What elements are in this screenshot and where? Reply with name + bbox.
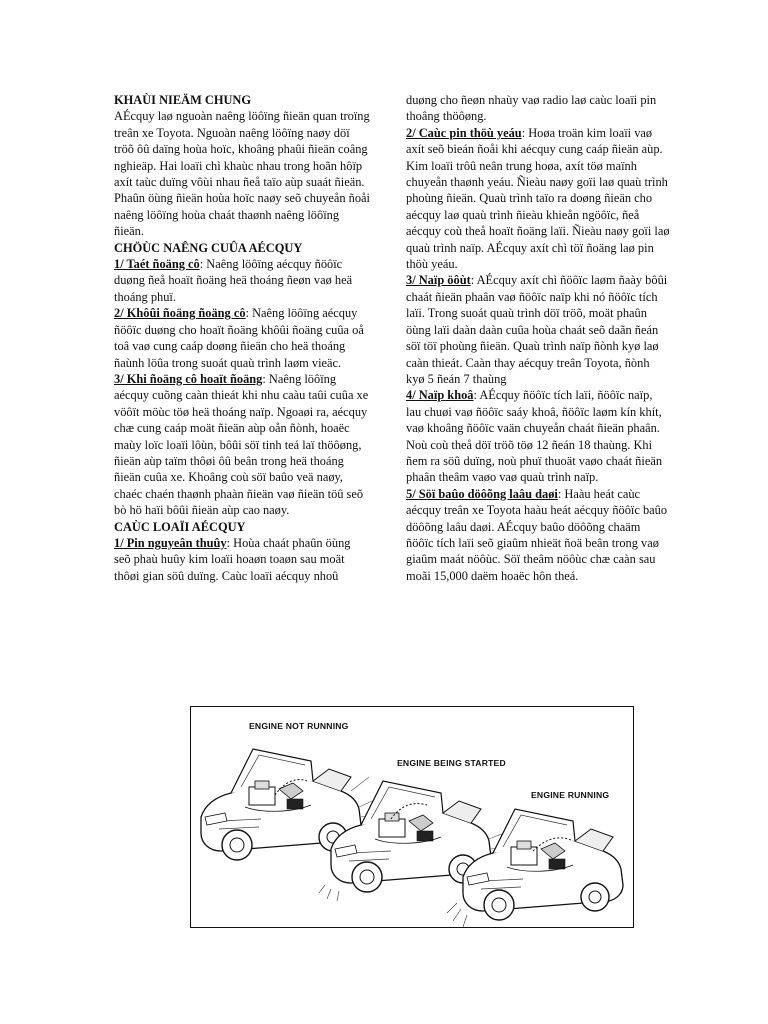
item-title: 2/ Khôûi ñoäng ñoäng cô (114, 306, 246, 321)
list-item (114, 305, 370, 371)
list-item (406, 125, 670, 273)
item-text: : AÉcquy axít chì ñöôïc laøm ñaày bôûi chaát ñieän phaân vaø ñöôïc naïp khi nó ñöôïc tích laïi. Trong suoát quaù trình döï tröõ, moät phaûn öùng laïi daàn daàn cuûa hoùa chaát seõ daãn ñeán söï töï phoùng ñieän. Quaù trình naïp ñònh kyø laø caàn thieát. Caàn thay aécquy treân Toyota, ñònh kyø 5 ñeán 7 thaùng (406, 273, 668, 386)
list-item (406, 387, 670, 485)
right-column (406, 92, 670, 584)
paragraph: duøng cho ñeøn nhaùy vaø radio laø caùc loaïi pin thoâng thöôøng. (406, 93, 657, 124)
item-title: 4/ Naïp khoâ (406, 388, 474, 403)
item-title: 1/ Taét ñoäng cô (114, 257, 200, 272)
label-engine-not-running: ENGINE NOT RUNNING (249, 721, 349, 731)
engine-states-figure (190, 706, 634, 928)
item-title: 3/ Khi ñoäng cô hoaït ñoäng (114, 371, 263, 386)
list-item (114, 256, 370, 305)
section-heading: CHÖÙC NAÊNG CUÛA AÉCQUY (114, 240, 303, 255)
left-column (114, 92, 370, 584)
paragraph: AÉcquy laø nguoàn naêng löôïng ñieän quan troïng treân xe Toyota. Nguoàn naêng löôïng naøy döï tröõ ôû daïng hoùa hoïc, khoâng phaûi ñieän coâng nghieäp. Hai loaïi chì khaùc nhau trong hoãn hôïp axít taùc duïng vôùi nhau ñeå taïo aùp suaát ñieän. Phaûn öùng ñieän hoùa hoïc naøy seõ chuyeån ñoåi naêng löôïng hoùa chaát thaønh naêng löôïng ñieän. (114, 109, 371, 239)
item-title: 5/ Söï baûo döôõng laâu daøi (406, 486, 558, 501)
item-text: : Haàu heát caùc aécquy treân xe Toyota haàu heát aécquy ñöôïc baûo döôõng laâu daøi. AÉcquy baûo döôõng chaäm ñöôïc tích laïi seõ giaûm nhieät ñoä beân trong vaø giaûm maát nöôùc. Söï theâm nöôùc chæ caàn sau moãi 15,000 daëm hoaëc hôn theá. (406, 486, 668, 583)
item-title: 3/ Naïp öôùt (406, 273, 471, 288)
list-item (406, 486, 670, 584)
item-title: 2/ Caùc pin thöù yeáu (406, 125, 522, 140)
list-item (114, 371, 370, 519)
label-engine-being-started: ENGINE BEING STARTED (397, 758, 506, 768)
item-text: : Naêng löôïng aécquy ñöôïc duøng ñeå hoaït ñoäng heä thoáng ñeøn vaø heä thoáng phuï. (114, 257, 353, 304)
section-heading: CAÙC LOAÏI AÉCQUY (114, 519, 246, 534)
item-text: : AÉcquy ñöôïc tích laïi, ñöôïc naïp, lau chuøi vaø ñöôïc saáy khoâ, ñöôïc laøm kín khít, vaø khoâng ñöôïc vaän chuyeån chaát ñieän phaân. Noù coù theå döï tröõ töø 12 ñeán 18 thaùng. Khi ñem ra söû duïng, noù phuï thuoät vaøo chaát ñieän phaân theâm vaøo vaø quaù trình naïp. (406, 388, 663, 485)
list-item (406, 272, 670, 387)
label-engine-running: ENGINE RUNNING (531, 790, 610, 800)
item-text: : Naêng löôïng aécquy cuõng caàn thieát khi nhu caàu taûi cuûa xe vöôït möùc töø heä thoáng naïp. Ngoaøi ra, aécquy chæ cung caáp moät ñieän aùp oån ñònh, hoaëc maùy loïc loaïi lôùn, bôûi söï tinh teá laï thöôøng, ñieän aùp taïm thôøi ôû beân trong heä thoáng ñieän cuûa xe. Khoâng coù söï baûo veä naøy, chaéc chaén thaønh phaàn ñieän vaø ñieän töû seõ bò hö haïi bôûi ñieän aùp cao naøy. (114, 371, 369, 518)
car-illustrations (191, 707, 634, 928)
item-title: 1/ Pin nguyeân thuûy (114, 535, 227, 550)
item-text: : Hoøa troän kim loaïi vaø axít seõ bieán ñoåi khi aécquy cung caáp ñieän aùp. Kim loaïi trôû neân trung hoøa, axít töø maïnh chuyeån thaønh yeáu. Ñieàu naøy goïi laø quaù trình phoùng ñieän. Quaù trình taïo ra doøng ñieän cho aécquy laø quaù trình ñieàu khieån ngöôïc, ñeå aécquy coù theå hoaït ñoäng laïi. Ñieàu naøy goïi laø quaù trình naïp. AÉcquy axít chì töï ñoäng laø pin thöù yeáu. (406, 125, 670, 272)
item-text: : Hoùa chaát phaûn öùng seõ phaù huûy kim loaïi hoaøn toaøn sau moät thôøi gian söû duïng. Caùc loaïi aécquy nhoû (114, 535, 351, 583)
section-heading: KHAÙI NIEÄM CHUNG (114, 93, 251, 107)
item-text: : Naêng löôïng aécquy ñöôïc duøng cho hoaït ñoäng khôûi ñoäng cuûa oå toâ vaø cung caáp doøng ñieän cho heä thoáng ñaùnh löûa trong suoát quaù trình laøm vieäc. (114, 306, 364, 370)
list-item (114, 535, 370, 584)
